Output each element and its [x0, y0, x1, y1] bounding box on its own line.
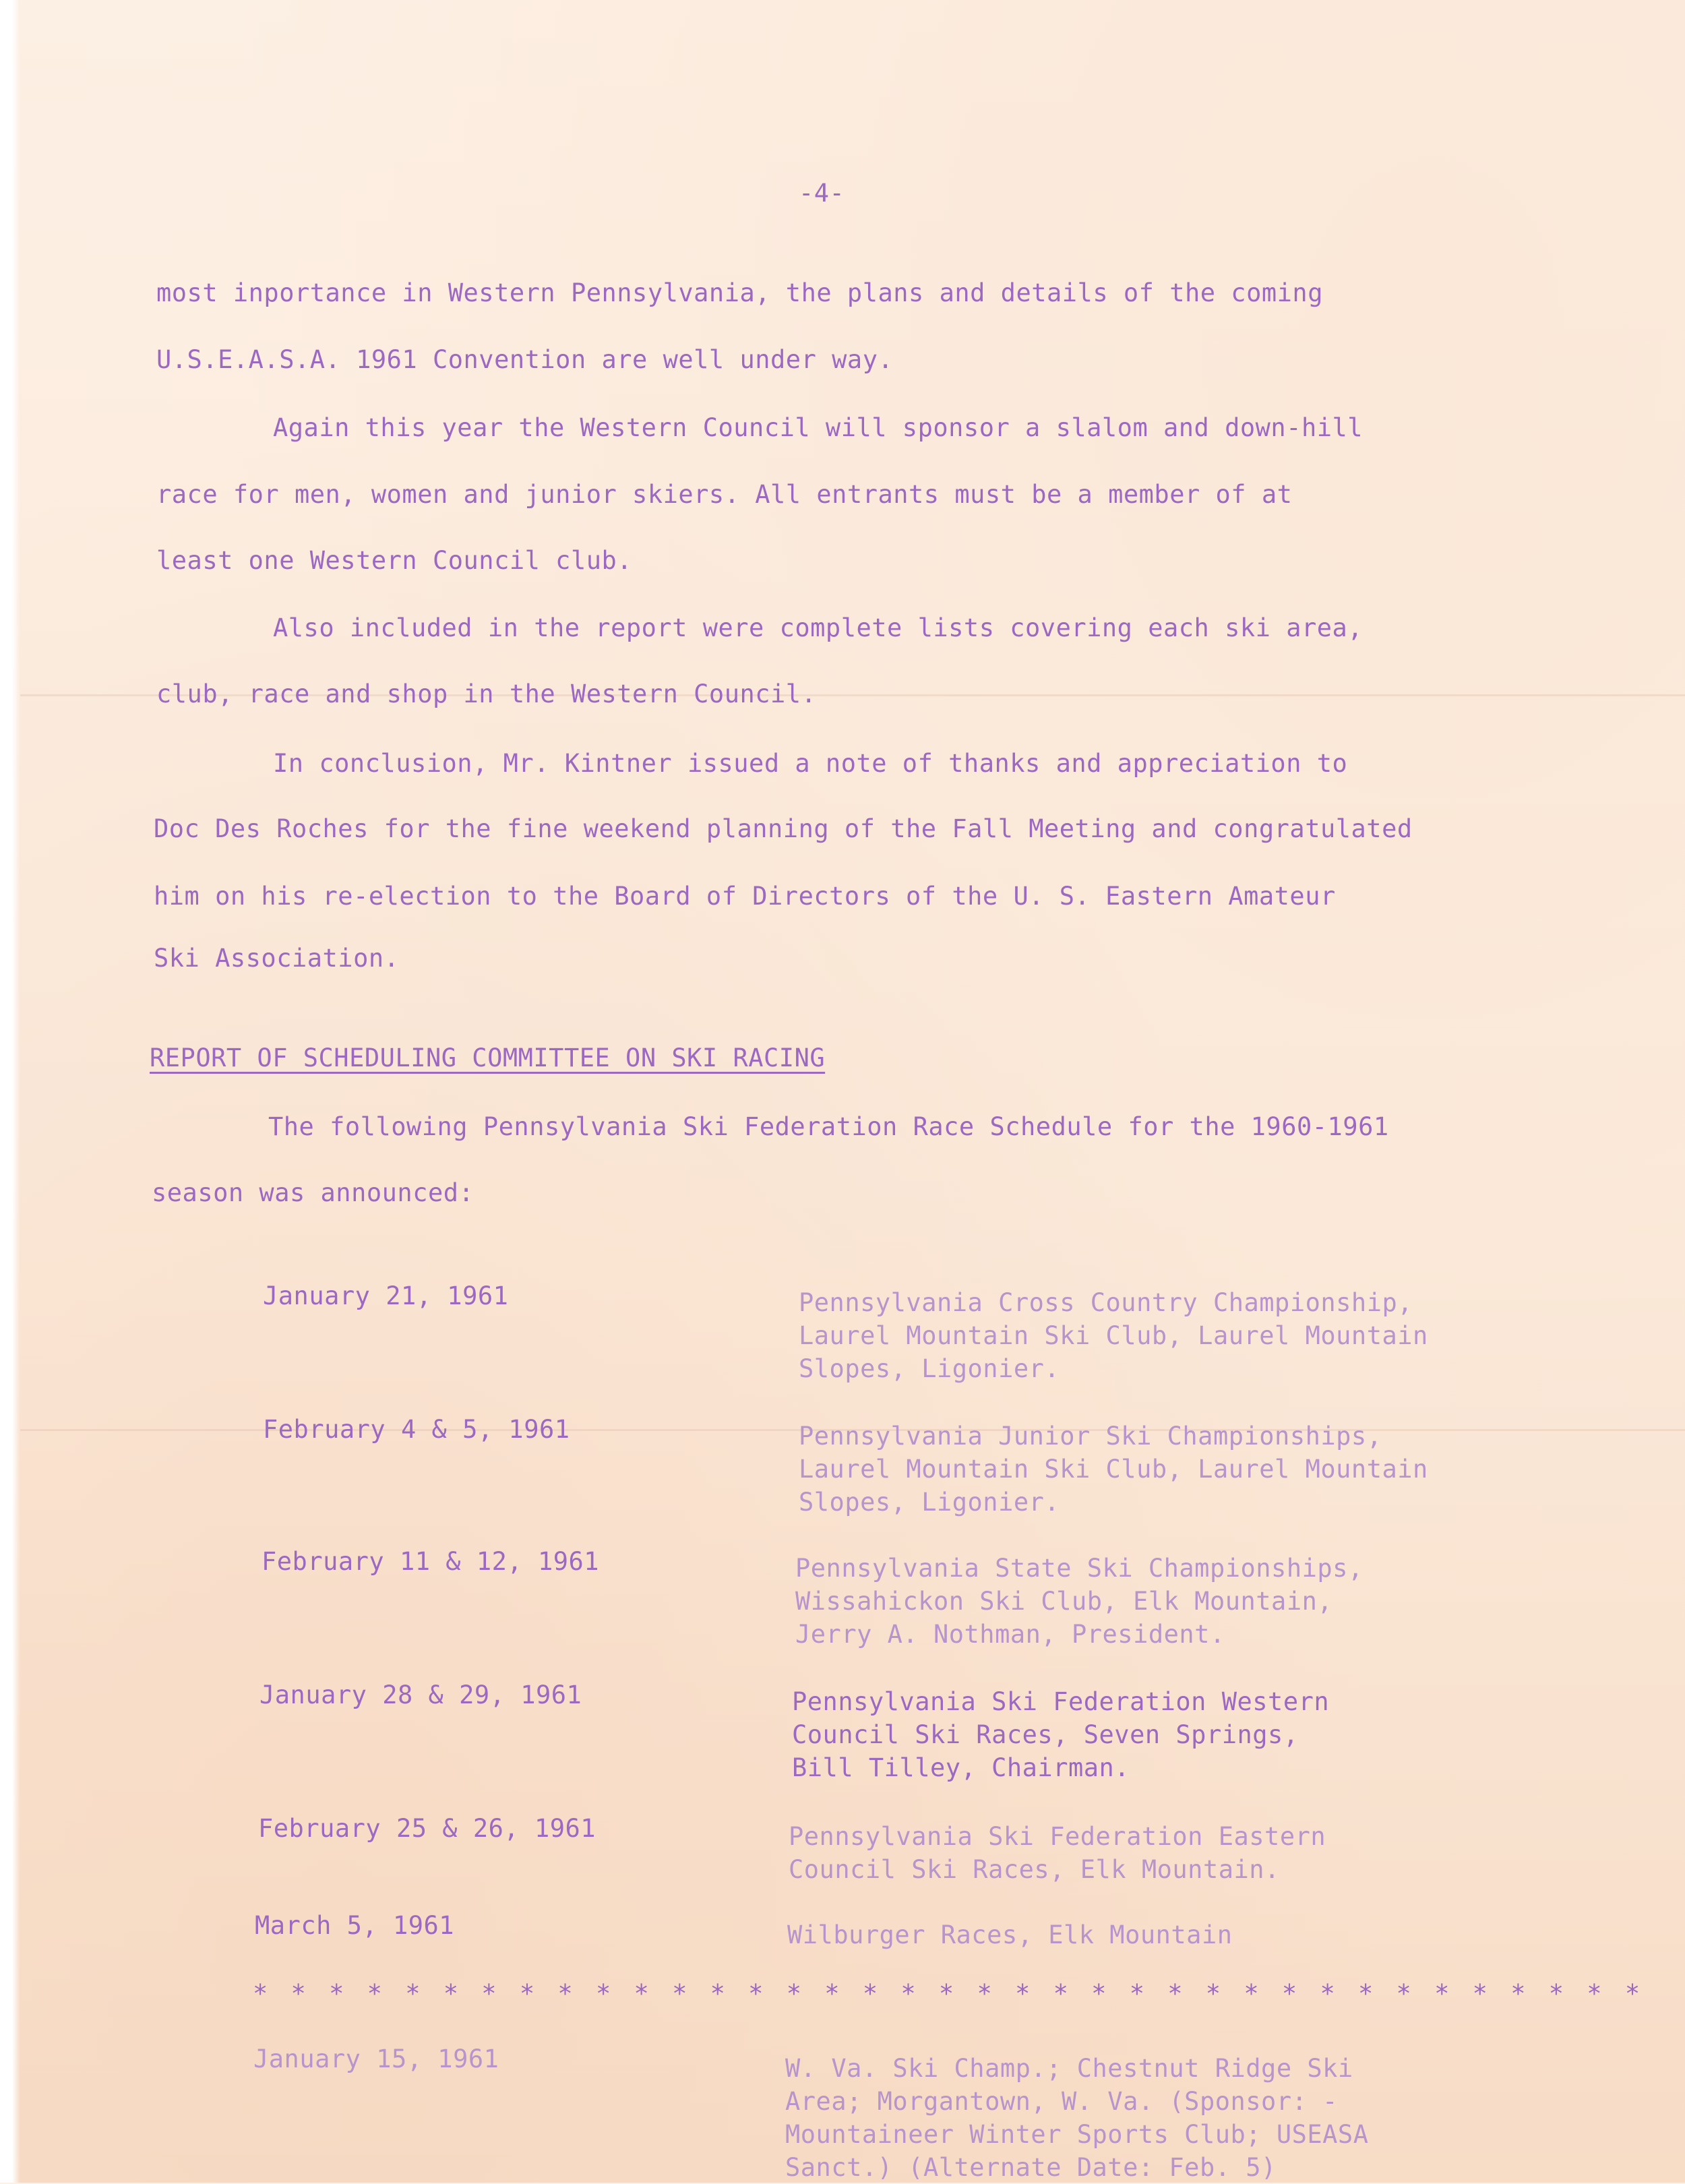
schedule-event: [792, 1685, 1329, 1784]
paragraph-line: least one Western Council club.: [156, 546, 633, 575]
paragraph-line: race for men, women and junior skiers. All entrants must be a member of at: [156, 480, 1293, 509]
schedule-event: [785, 2052, 1368, 2184]
schedule-event-line: Sanct.) (Alternate Date: Feb. 5): [785, 2153, 1277, 2182]
paragraph-line: The following Pennsylvania Ski Federation Race Schedule for the 1960-1961: [268, 1112, 1389, 1141]
schedule-date: January 15, 1961: [253, 2044, 499, 2073]
section-heading: REPORT OF SCHEDULING COMMITTEE ON SKI RACING: [150, 1043, 826, 1072]
schedule-event: [787, 1918, 1233, 1951]
page-edge: [0, 0, 20, 2183]
schedule-event-line: Pennsylvania Ski Federation Eastern: [789, 1822, 1326, 1851]
paragraph-line: In conclusion, Mr. Kintner issued a note of thanks and appreciation to: [273, 749, 1348, 778]
schedule-event-line: W. Va. Ski Champ.; Chestnut Ridge Ski: [785, 2054, 1353, 2083]
schedule-event-line: Area; Morgantown, W. Va. (Sponsor: -: [785, 2087, 1338, 2116]
paragraph-line: Again this year the Western Council will sponsor a slalom and down-hill: [273, 413, 1364, 442]
schedule-event-line: Slopes, Ligonier.: [799, 1488, 1060, 1517]
schedule-event-line: Pennsylvania Cross Country Championship,: [799, 1288, 1413, 1317]
schedule-date: February 11 & 12, 1961: [262, 1547, 600, 1576]
schedule-event: [789, 1820, 1326, 1886]
schedule-event-line: Council Ski Races, Elk Mountain.: [789, 1855, 1280, 1884]
schedule-event-line: Laurel Mountain Ski Club, Laurel Mountain: [799, 1455, 1428, 1484]
paragraph-line: him on his re-election to the Board of Directors of the U. S. Eastern Amateur: [154, 882, 1336, 911]
schedule-event-line: Bill Tilley, Chairman.: [792, 1753, 1130, 1782]
paragraph-line: Ski Association.: [154, 944, 400, 973]
schedule-event-line: Mountaineer Winter Sports Club; USEASA: [785, 2120, 1369, 2149]
paragraph-line: club, race and shop in the Western Council.: [156, 679, 817, 708]
schedule-event-line: Wilburger Races, Elk Mountain: [787, 1920, 1233, 1949]
schedule-event: [799, 1286, 1428, 1385]
schedule-date: January 28 & 29, 1961: [259, 1680, 582, 1709]
page-number: -4-: [799, 179, 845, 208]
schedule-date: January 21, 1961: [263, 1281, 509, 1310]
schedule-event: [795, 1552, 1364, 1651]
paragraph-line: Also included in the report were complete lists covering each ski area,: [273, 613, 1364, 642]
schedule-event-line: Laurel Mountain Ski Club, Laurel Mountain: [799, 1321, 1428, 1350]
paragraph-line: U.S.E.A.S.A. 1961 Convention are well under way.: [156, 345, 894, 374]
schedule-event: [799, 1420, 1428, 1519]
asterisk-separator: * * * * * * * * * * * * * * * * * * * * * * * * * * * * * * * * * * * * *: [253, 1979, 1645, 2008]
schedule-date: March 5, 1961: [255, 1911, 455, 1940]
schedule-event-line: Pennsylvania State Ski Championships,: [795, 1554, 1364, 1583]
schedule-event-line: Pennsylvania Junior Ski Championships,: [799, 1422, 1382, 1451]
schedule-event-line: Pennsylvania Ski Federation Western: [792, 1687, 1330, 1716]
schedule-date: February 25 & 26, 1961: [258, 1814, 596, 1843]
schedule-event-line: Wissahickon Ski Club, Elk Mountain,: [795, 1587, 1333, 1616]
paragraph-line: Doc Des Roches for the fine weekend planning of the Fall Meeting and congratulated: [154, 814, 1413, 843]
paragraph-line: season was announced:: [152, 1178, 474, 1207]
schedule-event-line: Slopes, Ligonier.: [799, 1354, 1060, 1383]
schedule-date: February 4 & 5, 1961: [263, 1415, 570, 1444]
paragraph-line: most inportance in Western Pennsylvania, the plans and details of the coming: [156, 278, 1323, 307]
schedule-event-line: Council Ski Races, Seven Springs,: [792, 1720, 1299, 1749]
schedule-event-line: Jerry A. Nothman, President.: [795, 1620, 1225, 1649]
